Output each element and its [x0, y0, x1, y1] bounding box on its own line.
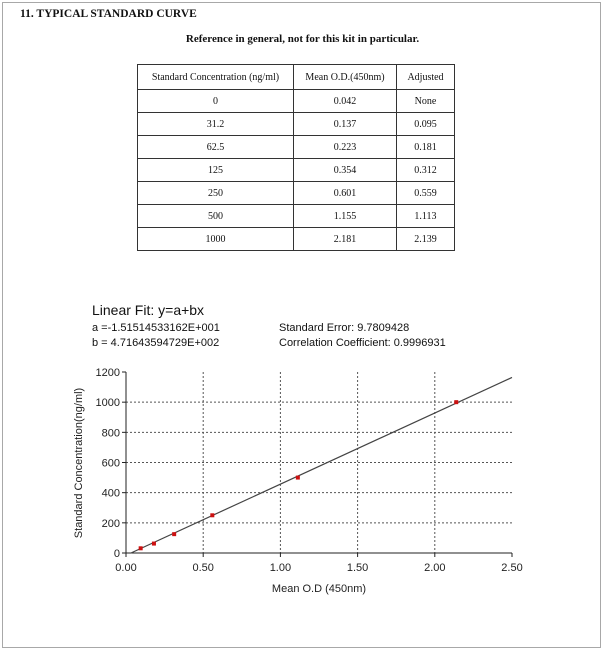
chart-grid: [126, 372, 512, 553]
cell-adjusted: 0.095: [397, 113, 455, 136]
cell-concentration: 125: [138, 159, 294, 182]
data-point: [152, 542, 156, 546]
cell-adjusted: 0.181: [397, 136, 455, 159]
cell-concentration: 0: [138, 90, 294, 113]
header-mean-od: Mean O.D.(450nm): [294, 65, 397, 90]
header-adjusted: Adjusted: [397, 65, 455, 90]
y-tick-label: 200: [101, 517, 120, 530]
cell-mean-od: 0.223: [294, 136, 397, 159]
fit-standard-error: Standard Error: 9.7809428: [279, 322, 410, 334]
y-axis-label: Standard Concentration(ng/ml): [73, 387, 85, 539]
fit-a-value: a =-1.51514533162E+001: [92, 322, 220, 334]
y-tick-label: 1200: [95, 367, 120, 379]
cell-adjusted: 2.139: [397, 228, 455, 251]
x-tick-label: 2.00: [424, 562, 446, 574]
x-axis-label: Mean O.D (450nm): [271, 583, 367, 595]
x-tick-label: 2.50: [501, 562, 523, 574]
cell-concentration: 62.5: [138, 136, 294, 159]
y-tick-label: 1000: [95, 397, 120, 410]
data-point: [210, 513, 214, 517]
cell-concentration: 31.2: [138, 113, 294, 136]
y-tick-label: 800: [101, 427, 120, 440]
cell-adjusted: 0.312: [397, 159, 455, 182]
cell-concentration: 1000: [138, 228, 294, 251]
cell-mean-od: 2.181: [294, 228, 397, 251]
cell-concentration: 500: [138, 205, 294, 228]
x-tick-label: 1.00: [269, 562, 292, 574]
y-tick-label: 400: [101, 487, 120, 500]
data-point: [172, 532, 176, 536]
data-point: [296, 476, 300, 480]
cell-adjusted: 1.113: [397, 205, 455, 228]
x-tick-label: 0.50: [192, 562, 214, 574]
data-point: [139, 546, 143, 550]
x-tick-label: 0.00: [115, 562, 137, 574]
x-tick-label: 1.50: [346, 562, 369, 574]
cell-adjusted: 0.559: [397, 182, 455, 205]
cell-mean-od: 0.137: [294, 113, 397, 136]
y-tick-label: 0: [113, 548, 120, 560]
cell-mean-od: 0.601: [294, 182, 397, 205]
cell-mean-od: 1.155: [294, 205, 397, 228]
fit-b-value: b = 4.71643594729E+002: [92, 337, 220, 349]
data-point: [454, 400, 458, 404]
table-subtitle: Reference in general, not for this kit in particular.: [185, 33, 420, 45]
header-concentration: Standard Concentration (ng/ml): [138, 65, 294, 90]
cell-concentration: 250: [138, 182, 294, 205]
y-tick-label: 600: [101, 457, 120, 470]
cell-mean-od: 0.042: [294, 90, 397, 113]
cell-mean-od: 0.354: [294, 159, 397, 182]
cell-adjusted: None: [397, 90, 455, 113]
fit-title: Linear Fit: y=a+bx: [92, 302, 205, 318]
fit-correlation-coefficient: Correlation Coefficient: 0.9996931: [279, 337, 446, 349]
section-title: 11. TYPICAL STANDARD CURVE: [20, 8, 197, 20]
